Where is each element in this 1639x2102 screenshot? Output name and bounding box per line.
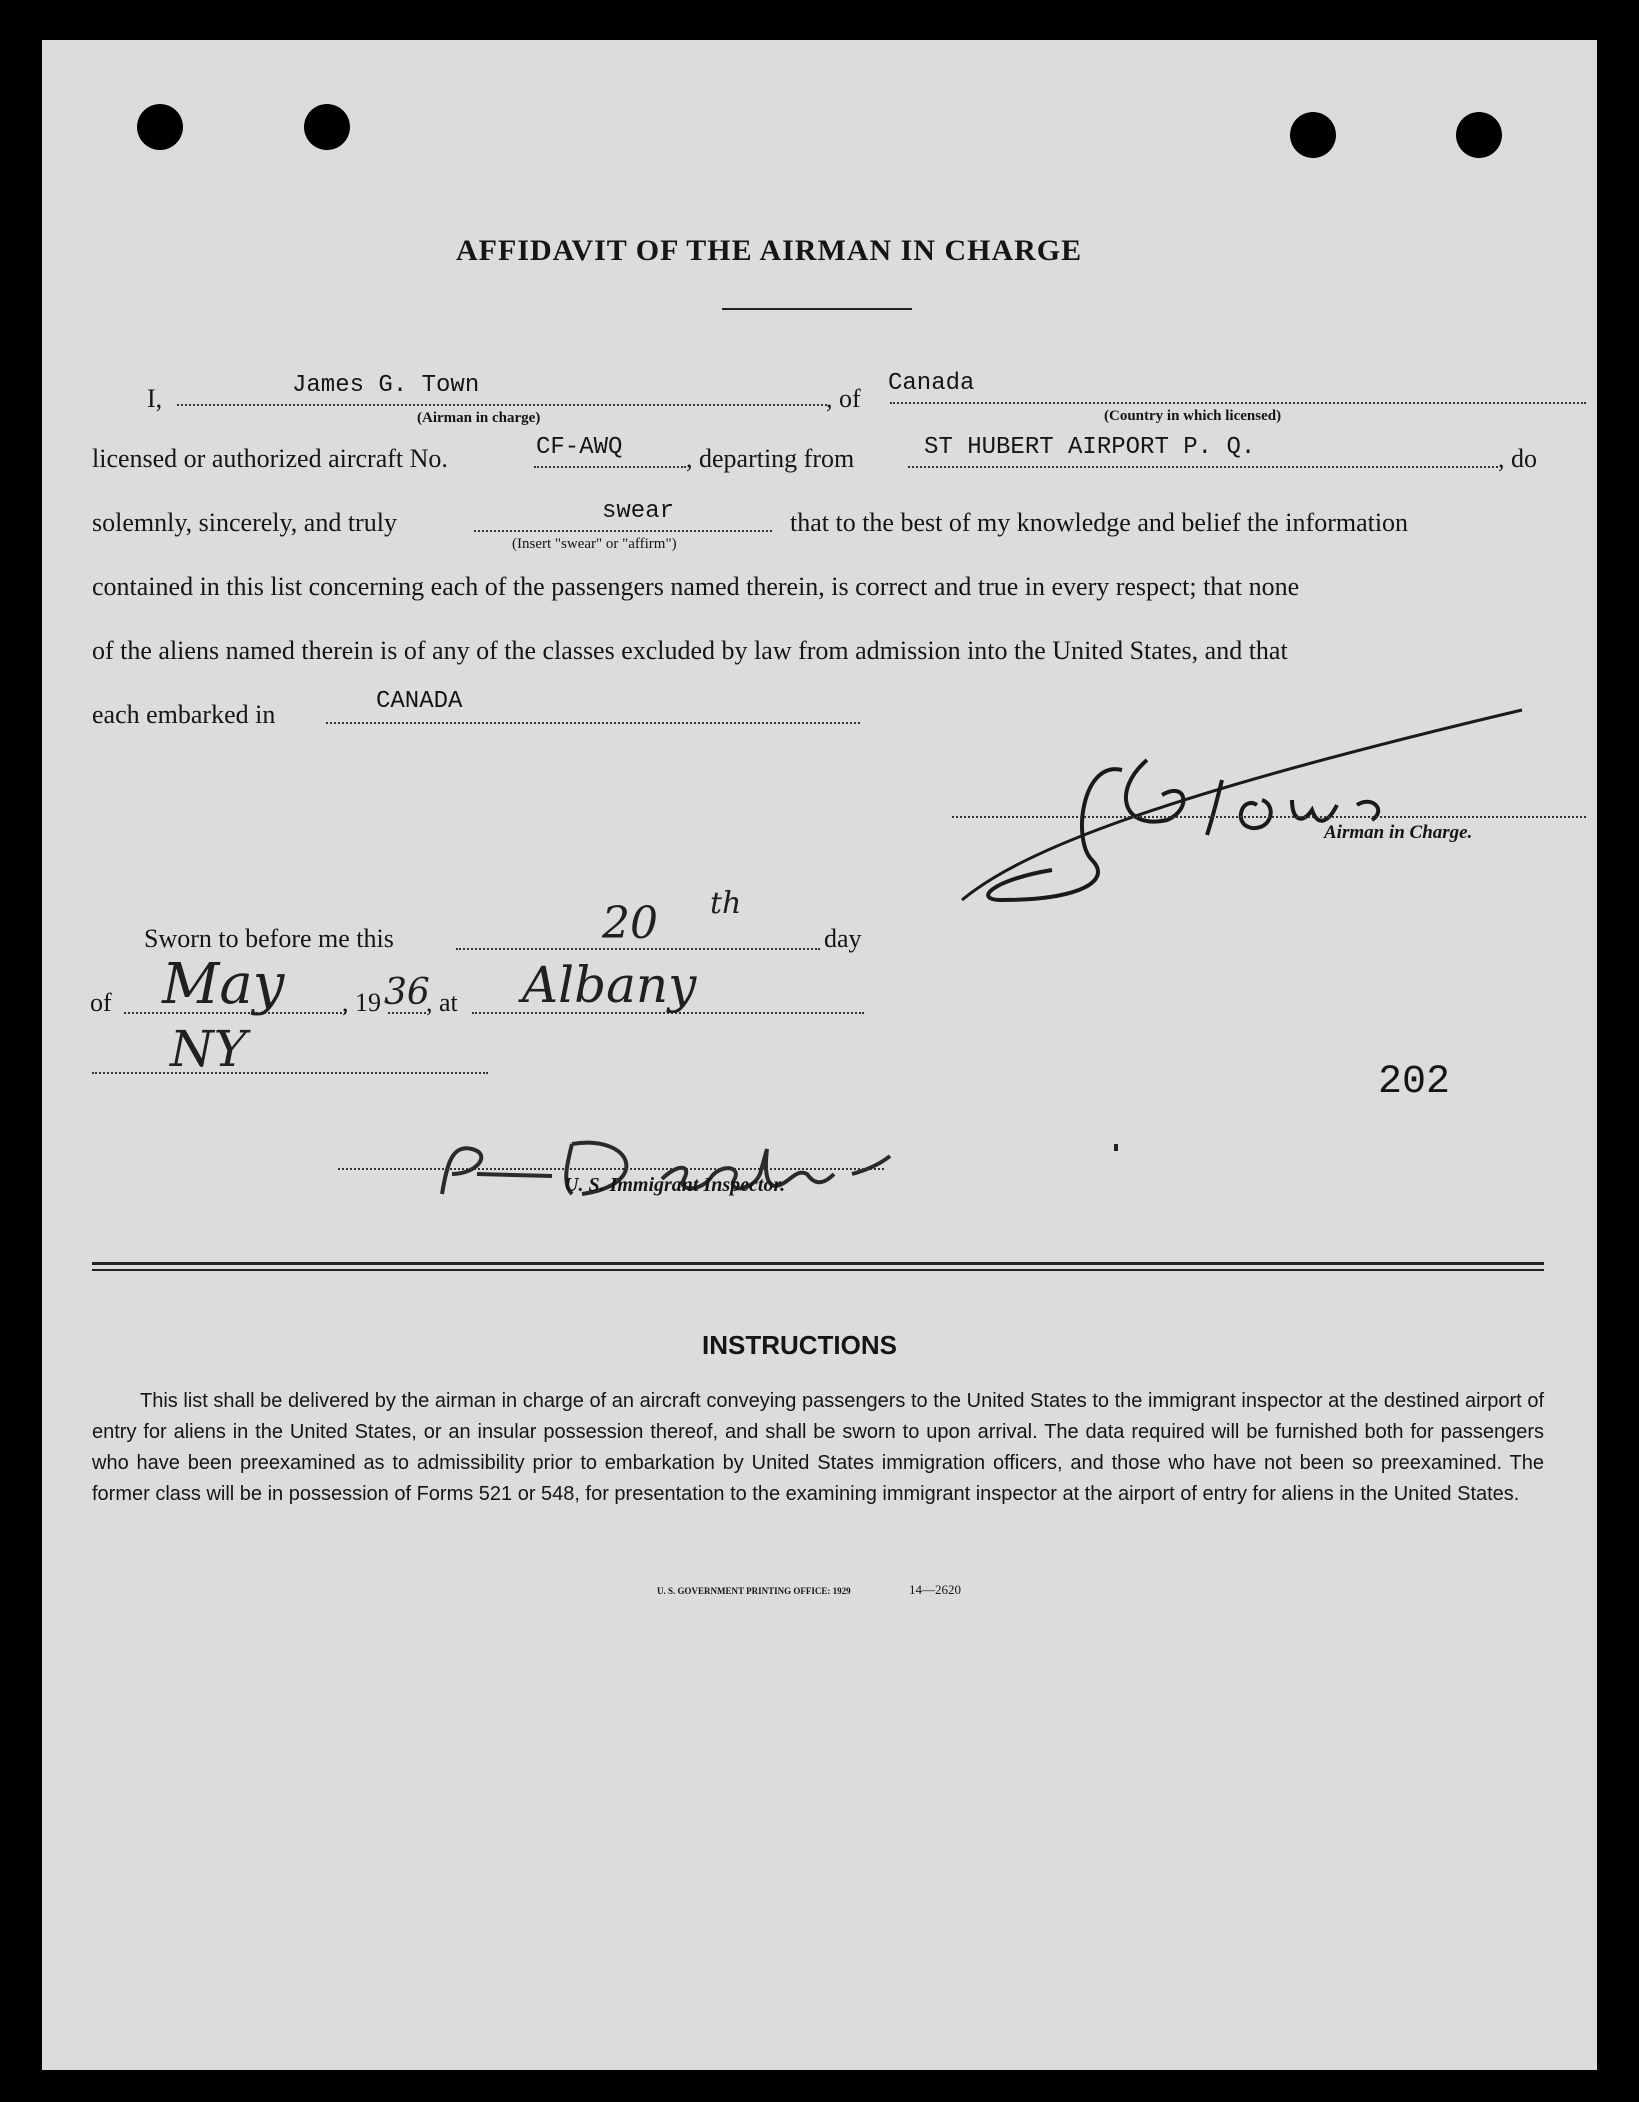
embarked-field <box>326 722 860 724</box>
inspector-signature-caption: U. S. Immigrant Inspector. <box>564 1174 786 1196</box>
line1-of: , of <box>826 384 861 413</box>
sworn-of: of <box>90 988 112 1017</box>
section-divider <box>92 1269 1544 1271</box>
line2-suffix: , do <box>1498 444 1537 473</box>
document-page <box>42 40 1597 2070</box>
country-value: Canada <box>888 370 975 397</box>
punch-hole <box>1290 112 1336 158</box>
sworn-day-value: 20 <box>602 898 658 949</box>
line3-suffix: that to the best of my knowledge and belief the information <box>790 508 1409 537</box>
aircraft-no-field <box>534 466 686 468</box>
instructions-title: INSTRUCTIONS <box>702 1330 897 1360</box>
airman-name-value: James G. Town <box>292 372 480 399</box>
line1-prefix: I, <box>147 384 163 413</box>
sworn-year-prefix: , 19 <box>342 988 381 1017</box>
section-divider <box>92 1262 1544 1265</box>
sworn-at: , at <box>426 988 458 1017</box>
title-underline <box>722 308 912 310</box>
country-field <box>890 402 1586 404</box>
document-title: AFFIDAVIT OF THE AIRMAN IN CHARGE <box>456 234 1083 267</box>
line2-prefix: licensed or authorized aircraft No. <box>92 444 448 473</box>
instructions-text: This list shall be delivered by the airman in charge of an aircraft conveying passengers to the United States to the immigrant inspector at the destined airport of entry for aliens in the United States, or an insular possession thereof, and shall be sworn to upon arrival. The data required will be furnished both for passengers who have been preexamined as to admissibility prior to embarkation by United States immigration officers, and those who have not been so preexamined. The former class will be in possession of Forms 521 or 548, for presentation to the examining immigrant inspector at the airport of entry for aliens in the United States. <box>92 1390 1544 1505</box>
sworn-place-value: Albany <box>522 956 697 1014</box>
oath-field <box>474 530 772 532</box>
printer-imprint: U. S. GOVERNMENT PRINTING OFFICE: 1929 <box>657 1586 851 1596</box>
airman-caption: (Airman in charge) <box>417 410 541 426</box>
aircraft-no-value: CF-AWQ <box>536 434 623 461</box>
form-number: 14—2620 <box>909 1582 961 1597</box>
stamp-number: 202 <box>1378 1060 1451 1105</box>
line6-prefix: each embarked in <box>92 700 276 729</box>
country-caption: (Country in which licensed) <box>1104 408 1282 424</box>
departure-field <box>908 466 1498 468</box>
sworn-day-suffix: th <box>710 886 742 921</box>
airman-name-field <box>177 404 827 406</box>
sworn-month-value: May <box>162 952 285 1017</box>
line4: contained in this list concerning each of the passengers named therein, is correct and true in every respect; that none <box>92 572 1300 601</box>
punch-hole <box>1456 112 1502 158</box>
departure-value: ST HUBERT AIRPORT P. Q. <box>924 434 1256 461</box>
airman-signature <box>962 700 1522 910</box>
line5: of the aliens named therein is of any of the classes excluded by law from admission into the United States, and that <box>92 636 1288 665</box>
oath-caption: (Insert "swear" or "affirm") <box>512 536 677 552</box>
sworn-state-value: NY <box>170 1020 247 1078</box>
sworn-year-value: 36 <box>384 972 430 1013</box>
sworn-state-field <box>92 1072 488 1074</box>
embarked-value: CANADA <box>376 688 463 715</box>
line3-prefix: solemnly, sincerely, and truly <box>92 508 397 537</box>
ink-dot <box>1114 1144 1118 1151</box>
punch-hole <box>304 104 350 150</box>
airman-signature-caption: Airman in Charge. <box>1324 822 1473 843</box>
sworn-day-word: day <box>824 924 862 953</box>
oath-value: swear <box>602 498 675 525</box>
punch-hole <box>137 104 183 150</box>
sworn-prefix: Sworn to before me this <box>144 924 394 953</box>
airman-signature-line <box>952 816 1586 818</box>
line2-departing: , departing from <box>686 444 855 473</box>
inspector-signature-line <box>338 1168 884 1170</box>
